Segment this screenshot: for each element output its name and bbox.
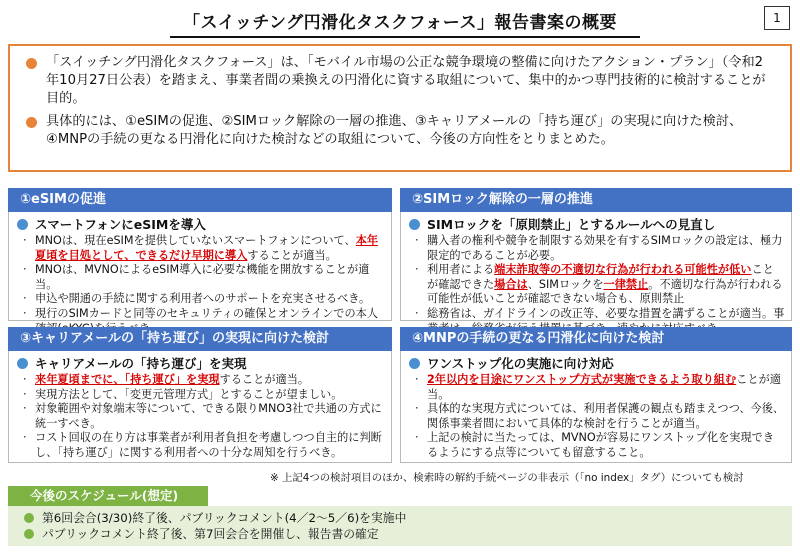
schedule-text-2: パブリックコメント終了後、第7回会合を開催し、報告書の確定 [42, 527, 379, 541]
item-text: 総務省は、ガイドラインの改正等、必要な措置を講ずることが適当。事 [427, 306, 785, 320]
list-item [17, 388, 385, 403]
item-text-post: することが適当。 [219, 373, 310, 386]
schedule-box [8, 506, 792, 546]
dot-bullet-icon: · [415, 431, 419, 445]
list-item [409, 431, 785, 460]
dot-bullet-icon: · [415, 402, 419, 416]
panel-sim-lock-subtitle-text: SIMロックを「原則禁止」とするルールへの見直し [427, 217, 716, 232]
dot-bullet-icon: · [23, 373, 27, 386]
schedule-heading: 今後のスケジュール(想定) [8, 486, 208, 506]
item-text: 。不適切な行為が行われる可能性が低いことが確認できない場合も、原則禁止 [427, 277, 783, 306]
item-text: MNOは、現在eSIMを提供していないスマートフォンについて、 [35, 234, 356, 247]
panel-esim-header: ①eSIMの促進 [8, 188, 392, 212]
panel-carrier-mail-subtitle [17, 355, 385, 372]
schedule-text-1: 第6回会合(3/30)終了後、パブリックコメント(4／2〜5／6)を実施中 [42, 511, 407, 525]
panel-mnp-list [409, 373, 785, 461]
schedule-row [22, 526, 778, 542]
item-text: 現行のSIMカードと同等のセキュリティの確保とオンラインでの本人 [35, 306, 379, 320]
panel-sim-lock-subtitle [409, 216, 785, 233]
panel-sim-lock-list [409, 234, 785, 336]
item-text-post: することが適当。 [247, 248, 337, 262]
dot-bullet-icon: · [23, 306, 27, 320]
panel-esim-subtitle-text: スマートフォンにeSIMを導入 [35, 217, 206, 232]
footnote: ※ 上記4つの検討項目のほか、検索時の解約手続ページの非表示（「no index」タグ）についても検討 [270, 472, 744, 484]
blue-bullet-icon [409, 358, 420, 369]
summary-text-2: 具体的には、①eSIMの促進、②SIMロック解除の一層の推進、③キャリアメールの「持ち運び」の実現に向けた検討、④MNPの手続の更なる円滑化に向けた検討などの取組について、今後の方向性をとりまとめた。 [46, 114, 743, 147]
item-text: コスト回収の在り方は事業者が利用者負担を考慮しつつ自主的に判断し、「持ち運び」に関する利用者への十分な周知を行うべき。 [35, 431, 382, 459]
list-item [17, 402, 385, 431]
page-title: 「スイッチング円滑化タスクフォース」報告書案の概要 [183, 13, 617, 33]
item-text: 実現方法として、「変更元管理方式」とすることが望ましい。 [35, 387, 343, 401]
panel-mnp-header: ④MNPの手続の更なる円滑化に向けた検討 [400, 327, 792, 351]
dot-bullet-icon: · [23, 431, 27, 445]
item-text: MNOは、MVNOによるeSIM導入に必要な機能を開放することが適当。 [35, 263, 370, 291]
dot-bullet-icon: · [415, 373, 419, 386]
panel-carrier-mail-list [17, 373, 385, 461]
panel-mnp-subtitle-text: ワンストップ化の実施に向け対応 [427, 356, 614, 371]
blue-bullet-icon [409, 219, 420, 230]
panel-sim-lock-body [400, 212, 792, 321]
item-text: ことが確認できた [427, 263, 774, 291]
list-item [409, 263, 785, 307]
dot-bullet-icon: · [23, 402, 27, 416]
list-item [409, 373, 785, 402]
item-highlight: 一律禁止 [603, 277, 649, 291]
item-text: 対象範囲や対象端末等について、できる限りMNO3社で共通の方式に統一すべき。 [35, 402, 382, 430]
panel-sim-lock-header: ②SIMロック解除の一層の推進 [400, 188, 792, 212]
panel-carrier-mail-body [8, 351, 392, 463]
dot-bullet-icon: · [23, 234, 27, 247]
summary-text-1: 「スイッチング円滑化タスクフォース」は、「モバイル市場の公正な競争環境の整備に向けたアクション・プラン」（令和2年10月27日公表）を踏まえ、事業者間の乗換えの円滑化に資する取組について、集中的かつ専門技術的に検討することが目的。 [46, 55, 766, 106]
orange-bullet-icon [26, 58, 37, 69]
dot-bullet-icon: · [415, 306, 419, 320]
blue-bullet-icon [17, 219, 28, 230]
title-underline [170, 36, 640, 38]
orange-bullet-icon [26, 117, 37, 128]
panel-carrier-mail-header: ③キャリアメールの「持ち運び」の実現に向けた検討 [8, 327, 392, 351]
item-text: 、SIMロックを [527, 277, 604, 291]
panel-mnp [400, 327, 792, 463]
green-bullet-icon [24, 513, 34, 523]
panel-carrier-mail [8, 327, 392, 463]
green-bullet-icon [24, 529, 34, 539]
blue-bullet-icon [17, 358, 28, 369]
item-highlight: 場合は [494, 277, 528, 291]
dot-bullet-icon: · [415, 263, 419, 277]
page-number: 1 [764, 6, 790, 30]
panel-esim-subtitle [17, 216, 385, 233]
item-highlight: 来年夏頃までに、「持ち運び」を実現 [35, 373, 220, 386]
summary-box [8, 44, 792, 172]
list-item [17, 263, 385, 292]
item-text-post: ことが適当。 [427, 373, 781, 401]
list-item [409, 234, 785, 263]
item-text: 購入者の権利や競争を制限する効果を有するSIMロックの設定は、極力限定的であることが必要。 [427, 234, 783, 262]
panel-esim-body [8, 212, 392, 321]
list-item [17, 234, 385, 263]
panel-carrier-mail-subtitle-text: キャリアメールの「持ち運び」を実現 [35, 356, 247, 371]
list-item [409, 402, 785, 431]
item-highlight: 2年以内を目途にワンストップ方式が実施できるよう取り組む [427, 373, 737, 386]
list-item [17, 292, 385, 307]
dot-bullet-icon: · [23, 387, 27, 401]
dot-bullet-icon: · [23, 263, 27, 277]
item-text: 上記の検討に当たっては、MVNOが容易にワンストップ化を実現できるようにする点等についても留意すること。 [427, 431, 775, 459]
item-text: 申込や開通の手続に関する利用者へのサポートを充実させるべき。 [35, 292, 371, 306]
panel-esim-list [17, 234, 385, 336]
item-text: 利用者による [427, 263, 495, 277]
item-highlight: 端末詐取等の不適切な行為が行われる可能性が低い [494, 263, 752, 277]
schedule-row [22, 510, 778, 526]
dot-bullet-icon: · [415, 234, 419, 247]
list-item [17, 373, 385, 388]
list-item [17, 431, 385, 460]
panel-mnp-subtitle [409, 355, 785, 372]
dot-bullet-icon: · [23, 292, 27, 306]
panel-esim [8, 188, 392, 321]
summary-paragraph [24, 54, 776, 108]
item-text: 具体的な実現方式については、利用者保護の観点も踏まえつつ、今後、関係事業者間において具体的な検討を行うことが適当。 [427, 402, 785, 430]
panel-mnp-body [400, 351, 792, 463]
summary-paragraph [24, 113, 776, 149]
panel-sim-lock [400, 188, 792, 321]
item-highlight: 本年夏頃を目処として、できるだけ早期に導入 [35, 234, 379, 262]
